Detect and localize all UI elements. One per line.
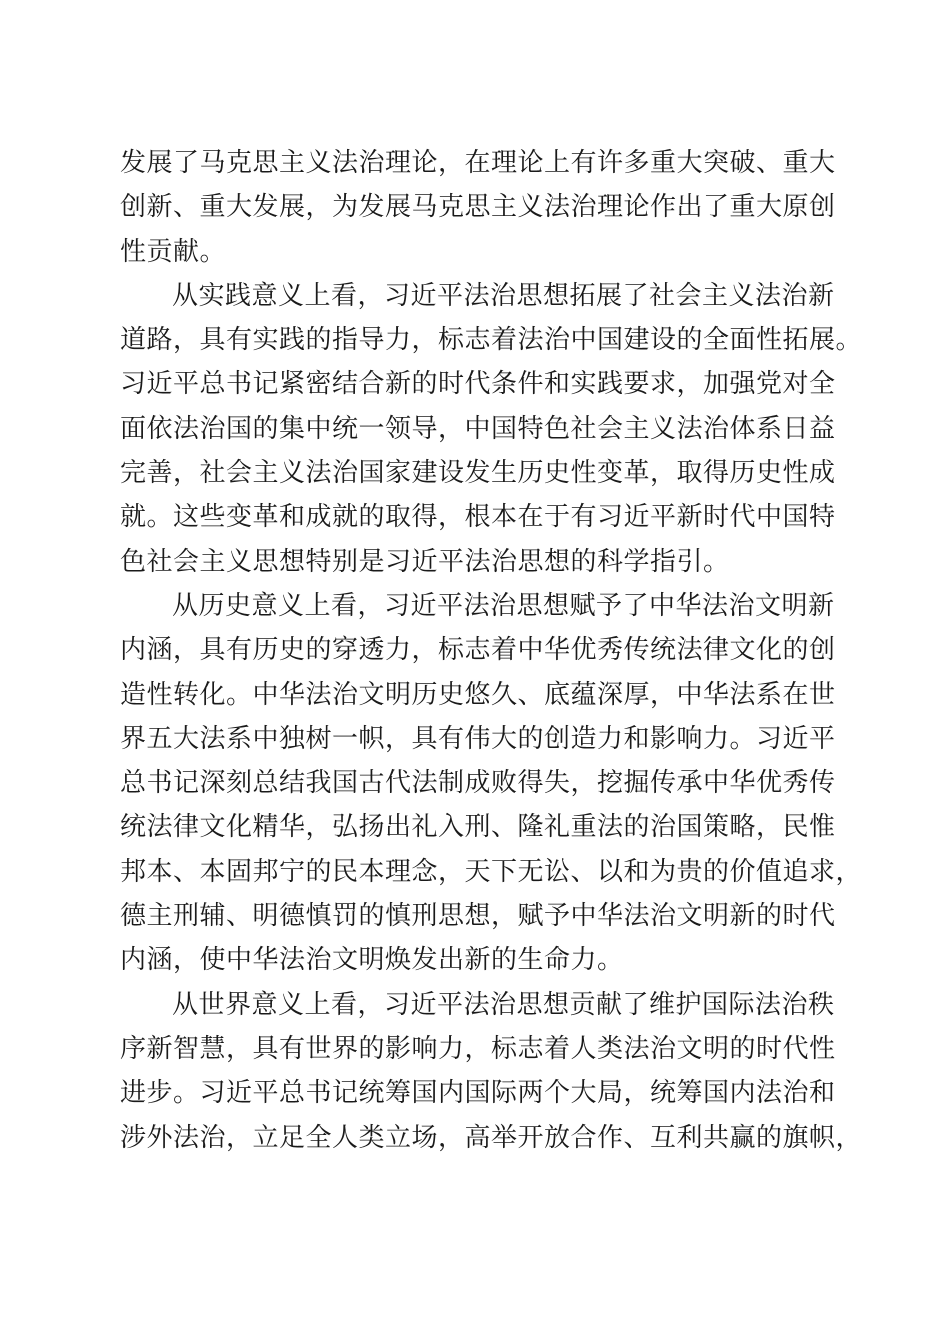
paragraph-first-line: 从历史意义上看，习近平法治思想赋予了中华法治文明新 <box>172 590 835 621</box>
text-line: 内涵，使中华法治文明焕发出新的生命力。 <box>120 945 624 976</box>
text-line: 统法律文化精华，弘扬出礼入刑、隆礼重法的治国策略，民惟 <box>120 812 836 843</box>
text-line: 造性转化。中华法治文明历史悠久、底蕴深厚，中华法系在世 <box>120 679 836 710</box>
text-line: 性贡献。 <box>120 236 227 267</box>
text-line: 德主刑辅、明德慎罚的慎刑思想，赋予中华法治文明新的时代 <box>120 901 836 932</box>
text-line: 道路，具有实践的指导力，标志着法治中国建设的全面性拓展。 <box>120 325 863 356</box>
text-line: 内涵，具有历史的穿透力，标志着中华优秀传统法律文化的创 <box>120 635 836 666</box>
paragraph-first-line: 从实践意义上看，习近平法治思想拓展了社会主义法治新 <box>172 280 835 311</box>
text-line: 就。这些变革和成就的取得，根本在于有习近平新时代中国特 <box>120 502 836 533</box>
text-line: 进步。习近平总书记统筹国内国际两个大局，统筹国内法治和 <box>120 1078 836 1109</box>
paragraph-first-line: 从世界意义上看，习近平法治思想贡献了维护国际法治秩 <box>172 989 835 1020</box>
text-line: 邦本、本固邦宁的民本理念，天下无讼、以和为贵的价值追求， <box>120 856 863 887</box>
text-line: 完善，社会主义法治国家建设发生历史性变革，取得历史性成 <box>120 458 836 489</box>
text-line: 面依法治国的集中统一领导，中国特色社会主义法治体系日益 <box>120 413 836 444</box>
text-line: 发展了马克思主义法治理论，在理论上有许多重大突破、重大 <box>120 148 836 178</box>
text-line: 涉外法治，立足全人类立场，高举开放合作、互利共赢的旗帜， <box>120 1122 863 1153</box>
text-line: 习近平总书记紧密结合新的时代条件和实践要求，加强党对全 <box>120 369 836 400</box>
document-body <box>120 141 863 1160</box>
text-line: 序新智慧，具有世界的影响力，标志着人类法治文明的时代性 <box>120 1033 836 1064</box>
text-line: 界五大法系中独树一帜，具有伟大的创造力和影响力。习近平 <box>120 723 836 754</box>
text-line: 总书记深刻总结我国古代法制成败得失，挖掘传承中华优秀传 <box>120 768 836 799</box>
text-line: 创新、重大发展，为发展马克思主义法治理论作出了重大原创 <box>120 192 836 223</box>
text-line: 色社会主义思想特别是习近平法治思想的科学指引。 <box>120 546 730 577</box>
